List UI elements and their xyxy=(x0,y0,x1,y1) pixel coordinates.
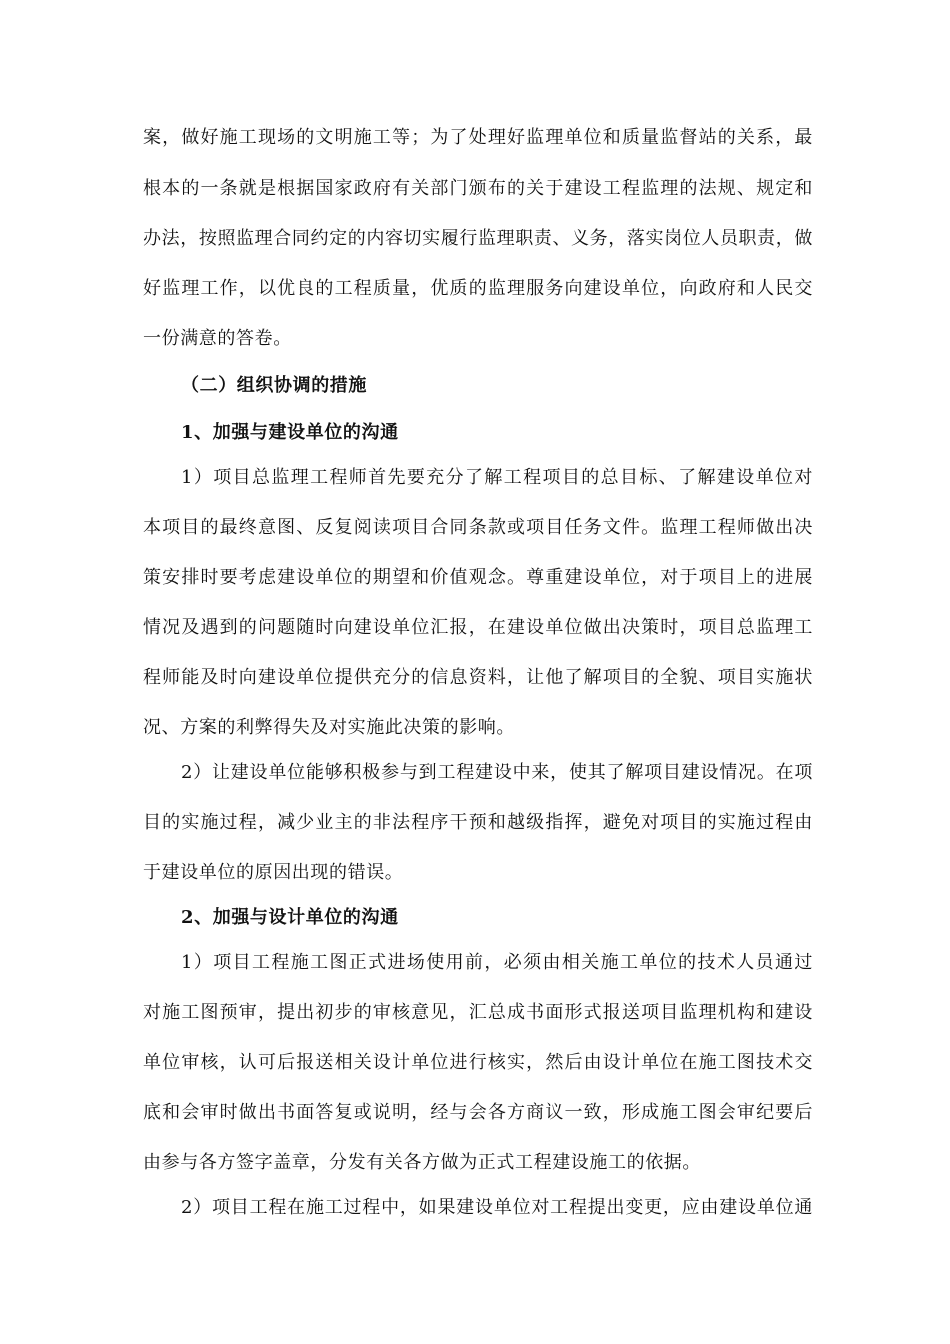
body-text-line: 单位审核，认可后报送相关设计单位进行核实，然后由设计单位在施工图技术交 xyxy=(143,1052,813,1073)
body-text-line: 1）项目总监理工程师首先要充分了解工程项目的总目标、了解建设单位对 xyxy=(181,467,813,488)
subsection-heading: 1、加强与建设单位的沟通 xyxy=(181,422,399,443)
body-text-line: 本项目的最终意图、反复阅读项目合同条款或项目任务文件。监理工程师做出决 xyxy=(143,517,813,538)
body-text-line: 策安排时要考虑建设单位的期望和价值观念。尊重建设单位，对于项目上的进展 xyxy=(143,567,813,588)
body-text-line: 2）项目工程在施工过程中，如果建设单位对工程提出变更，应由建设单位通 xyxy=(181,1197,813,1218)
body-text-line: 根本的一条就是根据国家政府有关部门颁布的关于建设工程监理的法规、规定和 xyxy=(143,178,813,199)
body-text-line: 对施工图预审，提出初步的审核意见，汇总成书面形式报送项目监理机构和建设 xyxy=(143,1002,813,1023)
subsection-heading: 2、加强与设计单位的沟通 xyxy=(181,907,399,928)
body-text-line: 2）让建设单位能够积极参与到工程建设中来，使其了解项目建设情况。在项 xyxy=(181,762,813,783)
body-text-line: 情况及遇到的问题随时向建设单位汇报，在建设单位做出决策时，项目总监理工 xyxy=(143,617,813,638)
section-heading: （二）组织协调的措施 xyxy=(181,375,367,396)
body-text-line: 程师能及时向建设单位提供充分的信息资料，让他了解项目的全貌、项目实施状 xyxy=(143,667,813,688)
body-text-line: 于建设单位的原因出现的错误。 xyxy=(143,862,404,883)
body-text-line: 案，做好施工现场的文明施工等；为了处理好监理单位和质量监督站的关系，最 xyxy=(143,127,813,148)
body-text-line: 好监理工作，以优良的工程质量，优质的监理服务向建设单位，向政府和人民交 xyxy=(143,278,813,299)
body-text-line: 由参与各方签字盖章，分发有关各方做为正式工程建设施工的依据。 xyxy=(143,1152,701,1173)
body-text-line: 办法，按照监理合同约定的内容切实履行监理职责、义务，落实岗位人员职责，做 xyxy=(143,228,813,249)
body-text-line: 一份满意的答卷。 xyxy=(143,328,292,349)
body-text-line: 况、方案的利弊得失及对实施此决策的影响。 xyxy=(143,717,515,738)
body-text-line: 底和会审时做出书面答复或说明，经与会各方商议一致，形成施工图会审纪要后 xyxy=(143,1102,813,1123)
body-text-line: 1）项目工程施工图正式进场使用前，必须由相关施工单位的技术人员通过 xyxy=(181,952,813,973)
body-text-line: 目的实施过程，减少业主的非法程序干预和越级指挥，避免对项目的实施过程由 xyxy=(143,812,813,833)
